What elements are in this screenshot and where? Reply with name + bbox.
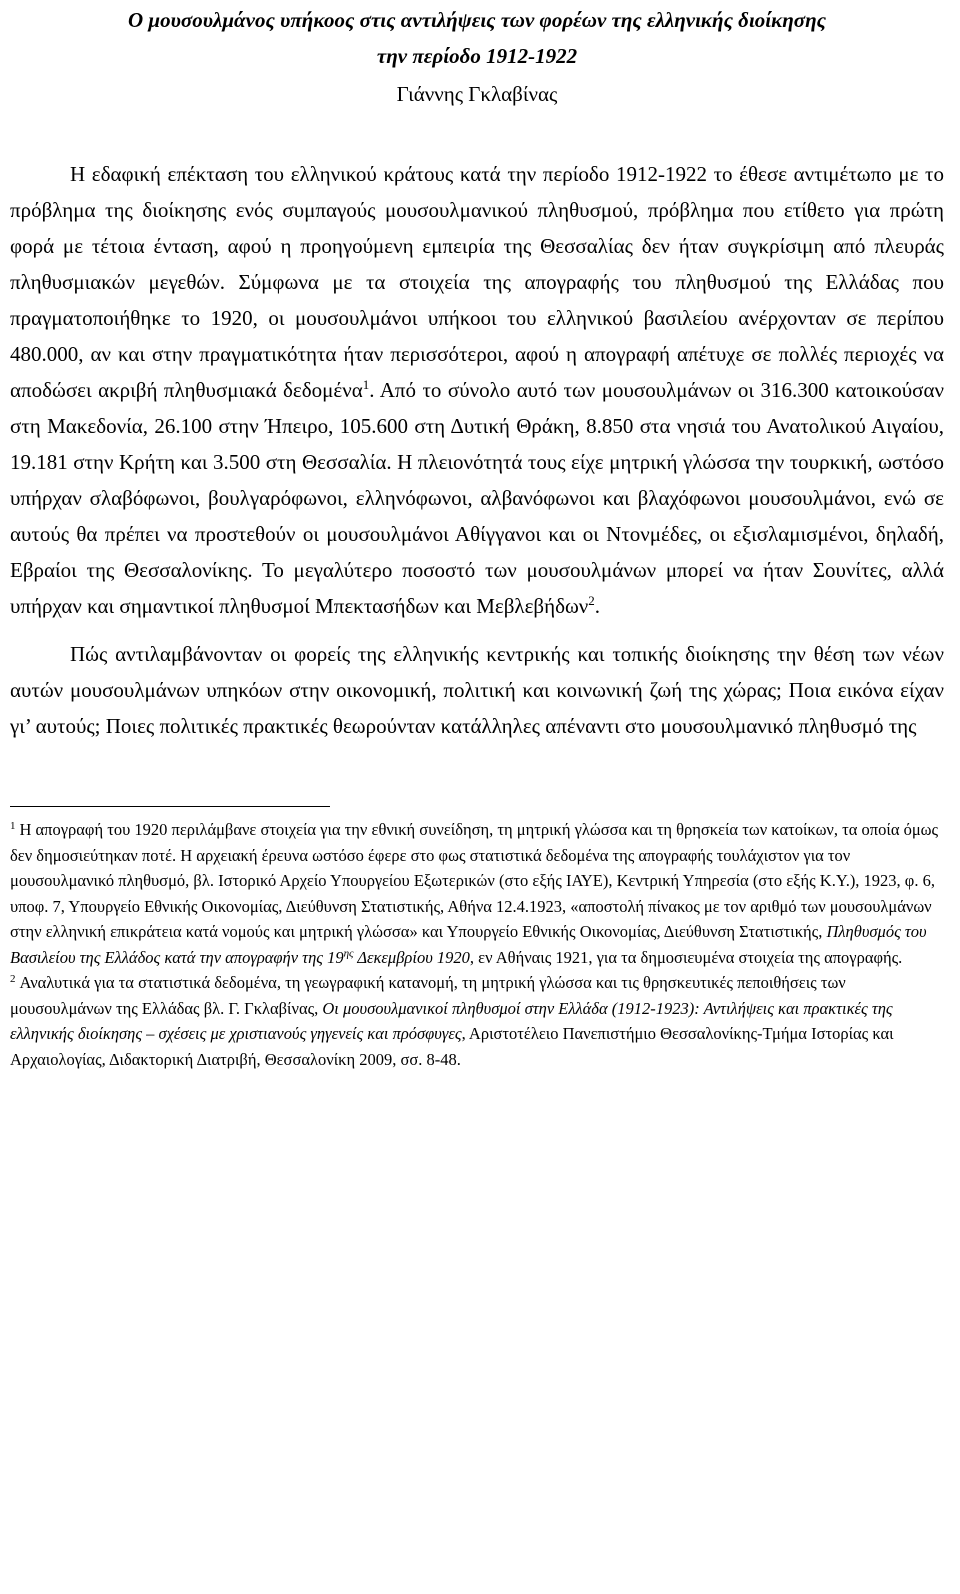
paragraph-2: Πώς αντιλαμβάνονταν οι φορείς της ελληνικής κεντρικής και τοπικής διοίκησης την θέση των νέων αυτών μουσουλμάνων υπηκόων στην οικονομική, πολιτική και κοινωνική ζωή της χώρας; Ποια εικόνα είχαν γι’ αυτούς; Ποιες πολιτικές πρακτικές θεωρούνταν κατάλληλες απέναντι στο μουσουλμανικό πληθυσμό της — [10, 642, 944, 738]
footnote-ref-1: 1 — [362, 377, 370, 392]
footnote-1 — [10, 817, 944, 970]
footnotes — [10, 817, 944, 1072]
footnote-1-text-a: Η απογραφή του 1920 περιλάμβανε στοιχεία για την εθνική συνείδηση, τη μητρική γλώσσα και τη θρησκεία των κατοίκων, τα οποία όμως δεν δημοσιεύτηκαν ποτέ. Η αρχειακή έρευνα ωστόσο έφερε στο φως στατιστικά δεδομένα της απογραφής τουλάχιστον για τον μουσουλμανικό πληθυσμό, βλ. Ιστορικό Αρχείο Υπουργείου Εξωτερικών (στο εξής ΙΑΥΕ), Κεντρική Υπηρεσία (στο εξής Κ.Υ.), 1923, φ. 6, υποφ. 7, Υπουργείο Εθνικής Οικονομίας, Διεύθυνση Στατιστικής, Αθήνα 12.4.1923, «αποστολή πίνακος με τον αριθμό των μουσουλμάνων στην ελληνική επικράτεια κατά νομούς και μητρική γλώσσα» και Υπουργείο Εθνικής Οικονομίας, Διεύθυνση Στατιστικής, — [10, 820, 939, 941]
paragraph-1-part-3: . — [594, 594, 601, 618]
paragraph-1 — [10, 156, 944, 624]
paragraph-1-part-2: . Από το σύνολο αυτό των μουσουλμάνων οι 316.300 κατοικούσαν στη Μακεδονία, 26.100 στην Ήπειρο, 105.600 στη Δυτική Θράκη, 8.850 στα νησιά του Ανατολικού Αιγαίου, 19.181 στην Κρήτη και 3.500 στη Θεσσαλία. Η πλειονότητά τους είχε μητρική γλώσσα την τουρκική, ωστόσο υπήρχαν σλαβόφωνοι, βουλγαρόφωνοι, ελληνόφωνοι, αλβανόφωνοι και βλαχόφωνοι μουσουλμάνοι, ενώ σε αυτούς θα πρέπει να προστεθούν οι μουσουλμάνοι Αθίγγανοι και οι Ντονμέδες, οι εξισλαμισμένοι, δηλαδή, Εβραίοι της Θεσσαλονίκης. Το μεγαλύτερο ποσοστό των μουσουλμάνων μπορεί να ήταν Σουνίτες, αλλά υπήρχαν και σημαντικοί πληθυσμοί Μπεκτασήδων και Μεβλεβήδων — [10, 378, 944, 618]
title-line-1: Ο μουσουλμάνος υπήκοος στις αντιλήψεις των φορέων της ελληνικής διοίκησης — [128, 8, 826, 32]
footnote-2-italic: Οι μουσουλμανικοί πληθυσμοί στην Ελλάδα (1912-1923): Αντιλήψεις και πρακτικές της ελληνικής διοίκησης – σχέσεις με χριστιανούς γηγενείς και πρόσφυγες — [10, 998, 893, 1043]
footnote-2-text-b: , Αριστοτέλειο Πανεπιστήμιο Θεσσαλονίκης-Τμήμα Ιστορίας και Αρχαιολογίας, Διδακτορική Διατριβή, Θεσσαλονίκη 2009, σσ. 8-48. — [10, 1024, 894, 1069]
footnote-ref-2: 2 — [588, 593, 595, 608]
footnote-2-text-a: Αναλυτικά για τα στατιστικά δεδομένα, τη γεωγραφική κατανομή, τη μητρική γλώσσα και τις θρησκευτικές πεποιθήσεις των μουσουλμάνων της Ελλάδας βλ. Γ. Γκλαβίνας, — [10, 973, 846, 1018]
footnote-1-italic: Πληθυσμός του Βασιλείου της Ελλάδος κατά την απογραφήν της 19 — [10, 922, 927, 967]
footnote-1-text-b: , εν Αθήναις 1921, για τα δημοσιευμένα στοιχεία της απογραφής. — [469, 947, 903, 967]
footnote-2 — [10, 970, 944, 1072]
footnote-1-number: 1 — [10, 819, 16, 832]
footnote-2-number: 2 — [10, 972, 16, 985]
footnote-1-italic-2: Δεκεμβρίου 1920 — [353, 947, 470, 967]
author-name: Γιάννης Γκλαβίνας — [396, 82, 558, 106]
title-line-2: την περίοδο 1912-1922 — [376, 44, 578, 68]
document-title — [10, 0, 944, 74]
footnote-1-sup: ης — [343, 947, 354, 959]
body-text — [10, 156, 944, 744]
paragraph-1-part-1: Η εδαφική επέκταση του ελληνικού κράτους κατά την περίοδο 1912-1922 το έθεσε αντιμέτωπο με το πρόβλημα της διοίκησης ενός συμπαγούς μουσουλμανικού πληθυσμού, πρόβλημα που ετίθετο για πρώτη φορά με τέτοια ένταση, αφού η προηγούμενη εμπειρία της Θεσσαλίας δεν ήταν συγκρίσιμη από πλευράς πληθυσμιακών μεγεθών. Σύμφωνα με τα στοιχεία της απογραφής του πληθυσμού της Ελλάδας που πραγματοποιήθηκε το 1920, οι μουσουλμάνοι υπήκοοι του ελληνικού βασιλείου ανέρχονταν σε περίπου 480.000, αν και στην πραγματικότητα ήταν περισσότεροι, αφού η απογραφή απέτυχε σε πολλές περιοχές να αποδώσει ακριβή πληθυσμιακά δεδομένα — [10, 162, 944, 402]
footnote-separator — [10, 806, 330, 807]
